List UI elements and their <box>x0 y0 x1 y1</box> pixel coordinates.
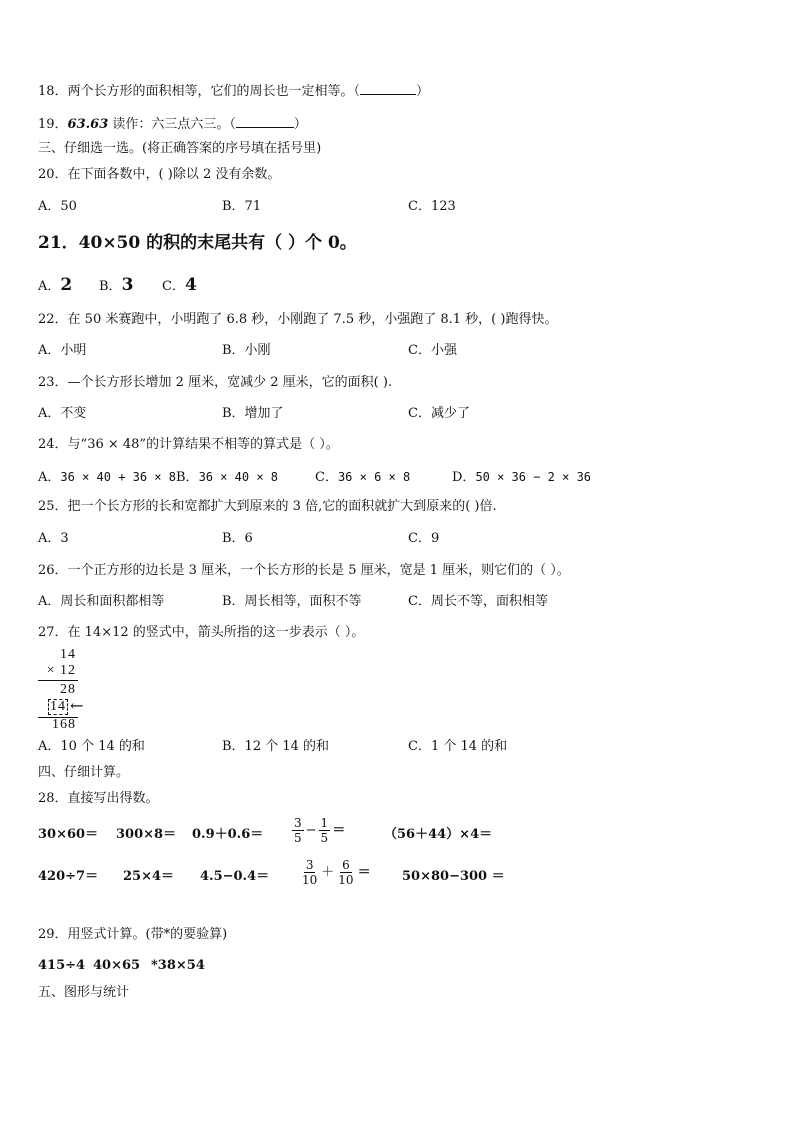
q27-option-b[interactable]: B．12 个 14 的和 <box>222 739 330 754</box>
q20-option-b[interactable]: B．71 <box>222 199 262 214</box>
q24-option-d[interactable] <box>452 468 591 487</box>
fraction <box>292 816 304 845</box>
question-19-text: 读作：六三点六三。（ <box>108 117 236 132</box>
product: 168 <box>52 717 76 732</box>
divider-line <box>38 680 78 681</box>
numerator: 3 <box>305 858 314 872</box>
question-23: 23．—个长方形长增加 2 厘米，宽减少 2 厘米，它的面积( ). <box>38 375 393 390</box>
q24-option-a-text: 36 × 40 + 36 × 8 <box>60 470 176 484</box>
minus-sign: − <box>305 822 317 838</box>
q21-option-a-label: A． <box>38 279 61 294</box>
vertical-multiplication <box>38 647 98 731</box>
q21-option-c-value: 4 <box>184 275 197 295</box>
q21-option-c-label: C． <box>162 279 185 294</box>
q24-option-b[interactable] <box>176 468 278 487</box>
q27-option-a[interactable]: A．10 个 14 的和 <box>38 739 145 754</box>
partial-product-1: 28 <box>60 682 76 697</box>
q24-option-a-label: A． <box>38 470 61 485</box>
q26-option-a[interactable]: A．周长和面积都相等 <box>38 594 165 609</box>
calc-item: 0.9＋0.6＝ <box>192 827 264 842</box>
calc-item-fraction <box>292 816 345 845</box>
section-4-heading: 四、仔细计算。 <box>38 765 130 780</box>
q20-option-c[interactable]: C．123 <box>408 199 456 214</box>
partial-product-2 <box>48 699 68 715</box>
question-27: 27．在 14×12 的竖式中，箭头所指的这一步表示（ ）。 <box>38 625 365 640</box>
plus-sign: ＋ <box>321 864 335 880</box>
question-26: 26．一个正方形的边长是 3 厘米，一个长方形的长是 5 厘米，宽是 1 厘米，则它们的（ ）。 <box>38 563 570 578</box>
q24-option-a[interactable] <box>38 468 176 487</box>
question-18 <box>38 82 429 101</box>
question-28: 28．直接写出得数。 <box>38 791 159 806</box>
q21-option-c[interactable] <box>162 276 197 296</box>
q26-option-c[interactable]: C．周长不等，面积相等 <box>408 594 548 609</box>
q27-option-c[interactable]: C．1 个 14 的和 <box>408 739 508 754</box>
multiplicand: 14 <box>60 647 76 662</box>
q24-option-b-label: B． <box>176 470 199 485</box>
q21-option-b-label: B． <box>99 279 122 294</box>
q22-option-b[interactable]: B．小刚 <box>222 343 271 358</box>
calc-item: 415÷4 <box>38 958 86 973</box>
q21-option-a-value: 2 <box>60 275 73 295</box>
q24-option-d-label: D． <box>452 470 476 485</box>
calc-item: 40×65 <box>93 958 141 973</box>
numerator: 1 <box>320 816 329 830</box>
q21-option-b[interactable] <box>99 276 133 296</box>
question-18-text: 18．两个长方形的面积相等，它们的周长也一定相等。（ <box>38 84 361 99</box>
calc-item-fraction <box>300 858 371 887</box>
question-18-close: ） <box>416 84 430 99</box>
q24-option-b-text: 36 × 40 × 8 <box>198 470 279 484</box>
section-5-heading: 五、图形与统计 <box>38 985 130 1000</box>
fraction <box>319 816 331 845</box>
partial-product-2-box: 14 <box>50 699 66 714</box>
section-3-heading: 三、仔细选一选。(将正确答案的序号填在括号里) <box>38 141 322 156</box>
numerator: 6 <box>342 858 350 872</box>
answer-blank[interactable] <box>236 115 294 128</box>
calc-item: 300×8＝ <box>116 827 177 842</box>
question-24: 24．与“36 × 48”的计算结果不相等的算式是（ ）。 <box>38 437 339 452</box>
q20-option-a[interactable]: A．50 <box>38 199 77 214</box>
calc-item: 420÷7＝ <box>38 869 99 884</box>
q24-option-c-text: 36 × 6 × 8 <box>337 470 411 484</box>
calc-item: *38×54 <box>151 958 205 973</box>
question-19-close: ） <box>293 117 307 132</box>
denominator: 10 <box>338 873 354 887</box>
q21-option-a[interactable] <box>38 276 72 296</box>
question-22: 22．在 50 米赛跑中，小明跑了 6.8 秒，小刚跑了 7.5 秒，小强跑了 8.1 秒，( )跑得快。 <box>38 312 558 327</box>
question-19-value: 63.63 <box>67 117 109 132</box>
equals-sign: ＝ <box>332 822 346 838</box>
calc-item: （56＋44）×4＝ <box>384 827 493 842</box>
calc-item: 4.5−0.4＝ <box>200 869 270 884</box>
multiplier: × 12 <box>46 663 76 678</box>
q25-option-b[interactable]: B．6 <box>222 531 253 546</box>
question-19 <box>38 115 307 134</box>
calc-item: 25×4＝ <box>123 869 175 884</box>
denominator: 5 <box>320 831 329 845</box>
question-29: 29．用竖式计算。(带*的要验算) <box>38 927 228 942</box>
q23-option-a[interactable]: A．不变 <box>38 406 87 421</box>
q21-option-b-value: 3 <box>121 275 134 295</box>
question-19-number: 19． <box>38 117 68 132</box>
q24-option-d-text: 50 × 36 − 2 × 36 <box>475 470 592 484</box>
equals-sign: ＝ <box>357 864 371 880</box>
q22-option-a[interactable]: A．小明 <box>38 343 87 358</box>
numerator: 3 <box>294 816 302 830</box>
q25-option-c[interactable]: C．9 <box>408 531 440 546</box>
q26-option-b[interactable]: B．周长相等，面积不等 <box>222 594 362 609</box>
question-25: 25．把一个长方形的长和宽都扩大到原来的 3 倍,它的面积就扩大到原来的( )倍. <box>38 499 497 514</box>
q22-option-c[interactable]: C．小强 <box>408 343 457 358</box>
q23-option-c[interactable]: C．减少了 <box>408 406 470 421</box>
fraction <box>300 858 319 887</box>
q24-option-c-label: C． <box>315 470 338 485</box>
calc-item: 50×80−300 ＝ <box>402 869 505 884</box>
answer-blank[interactable] <box>360 82 416 95</box>
denominator: 10 <box>302 873 318 887</box>
question-20: 20．在下面各数中，( )除以 2 没有余数。 <box>38 167 281 182</box>
calc-item: 30×60＝ <box>38 827 99 842</box>
q23-option-b[interactable]: B．增加了 <box>222 406 284 421</box>
arrow-icon: ← <box>70 696 84 715</box>
q24-option-c[interactable] <box>315 468 410 487</box>
denominator: 5 <box>294 831 302 845</box>
question-21: 21．40×50 的积的末尾共有（ ）个 0。 <box>38 233 357 253</box>
fraction <box>336 858 355 887</box>
q25-option-a[interactable]: A．3 <box>38 531 69 546</box>
